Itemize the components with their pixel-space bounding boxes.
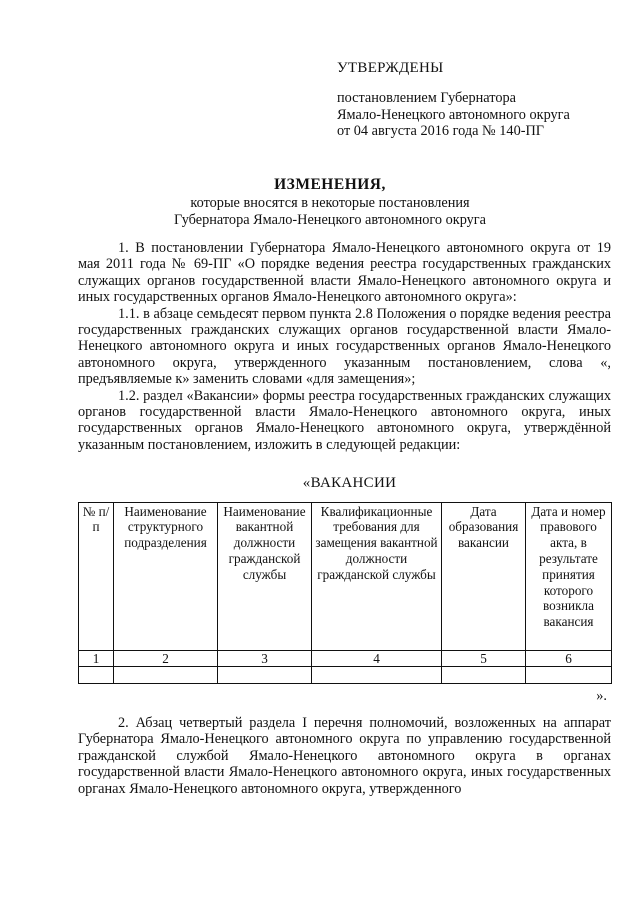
document-heading	[40, 177, 620, 228]
table-empty-row	[79, 667, 612, 684]
column-number-3: 3	[218, 650, 312, 667]
approval-line-3: от 04 августа 2016 года № 140-ПГ	[337, 123, 545, 140]
empty-cell	[442, 667, 526, 684]
column-number-2: 2	[114, 650, 218, 667]
paragraph-1-1: 1.1. в абзаце семьдесят первом пункта 2.8 Положения о порядке ведения реестра государственных гражданских служащих органов государственной власти Ямало-Ненецкого автономного округа и иных государственных органов Ямало-Ненецкого автономного округа, утвержденного указанным постановлением, слова «, предъявляемые к» заменить словами «для замещения»;	[78, 305, 611, 388]
approval-stamp	[337, 60, 627, 140]
column-number-4: 4	[312, 650, 442, 667]
heading-title: ИЗМЕНЕНИЯ,	[274, 176, 386, 193]
heading-subtitle-2: Губернатора Ямало-Ненецкого автономного округа	[173, 211, 487, 228]
header-cell-legal-act: Дата и номер правового акта, в результате принятия которого возникла вакансия	[526, 502, 612, 650]
approval-line-1: постановлением Губернатора	[337, 90, 516, 107]
paragraph-2: 2. Абзац четвертый раздела I перечня полномочий, возложенных на аппарат Губернатора Ямало-Ненецкого автономного округа по управлению государственной гражданской службой Ямало-Ненецкого автономного округа в органах государственной власти Ямало-Ненецкого автономного округа, иных государственных органах Ямало-Ненецкого автономного округа, утвержденного	[78, 714, 611, 797]
empty-cell	[79, 667, 114, 684]
paragraph-1-2: 1.2. раздел «Вакансии» формы реестра государственных гражданских служащих органов государственной власти Ямало-Ненецкого автономного округа, иных государственных органов Ямало-Ненецкого автономного округа, утверждённой указанным постановлением, изложить в следующей редакции:	[78, 387, 611, 453]
header-cell-department: Наименование структурного подразделения	[114, 502, 218, 650]
vacancies-table	[78, 502, 612, 685]
empty-cell	[218, 667, 312, 684]
table-header-row	[79, 502, 612, 650]
vacancies-title: «ВАКАНСИИ	[302, 475, 397, 492]
column-number-6: 6	[526, 650, 612, 667]
table-number-row	[79, 650, 612, 667]
header-cell-position: Наименование вакантной должности гражданской службы	[218, 502, 312, 650]
column-number-5: 5	[442, 650, 526, 667]
header-cell-number: № п/п	[79, 502, 114, 650]
paragraph-1: 1. В постановлении Губернатора Ямало-Ненецкого автономного округа от 19 мая 2011 года № 69-ПГ «О порядке ведения реестра государственных гражданских служащих органов государственной власти Ямало-Ненецкого автономного округа и иных государственных органов Ямало-Ненецкого автономного округа»:	[78, 240, 611, 306]
empty-cell	[114, 667, 218, 684]
empty-cell	[312, 667, 442, 684]
header-cell-requirements: Квалификационные требования для замещения вакантной должности гражданской службы	[312, 502, 442, 650]
approval-line-2: Ямало-Ненецкого автономного округа	[337, 106, 570, 123]
heading-subtitle-1: которые вносятся в некоторые постановления	[190, 195, 470, 212]
column-number-1: 1	[79, 650, 114, 667]
empty-cell	[526, 667, 612, 684]
document-body	[78, 240, 611, 797]
approval-title: УТВЕРЖДЕНЫ	[337, 60, 444, 76]
header-cell-date: Дата образования вакансии	[442, 502, 526, 650]
closing-quote: ».	[596, 688, 607, 705]
